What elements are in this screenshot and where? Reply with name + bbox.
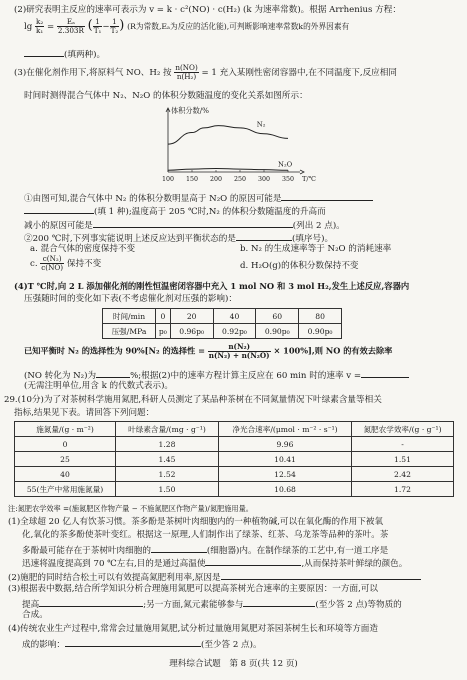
eq-frac-k: $\frac{\text{k₂}}{\text{k₁}}$ <box>35 17 44 35</box>
q29-p3c: 合成。 <box>22 610 48 620</box>
q3-sub1-line1: ①由图可知,混合气体中 N₂ 的体积分数明显高于 N₂O 的原因可能是 <box>24 190 373 206</box>
x-tick-label: 100 <box>161 176 175 183</box>
nitrogen-table-row: 25 1.45 10.41 1.51 <box>15 452 454 467</box>
q4-line3: 已知平衡时 N₂ 的选择性为 90%[N₂ 的选择性 = $\frac{\text{n(N₂)}}{\text{n(N₂) + n(N₂O)}}$ × 100%],则 NO 的有效去除率 <box>24 342 393 360</box>
q29-p1: (1)全球超 20 亿人有饮茶习惯。茶多酚是茶树叶肉细胞内的一种植物碱,可以在氧化酶的作用下被氧 <box>8 517 384 527</box>
q2-line1: (2)研究表明主反应的速率可表示为 v = k · c²(NO) · c(H₂) (k 为速率常数)。根据 Arrhenius 方程： <box>14 5 401 15</box>
q29-p3b: 提高 ;另一方面,氮元素能够参与 (至少答 2 点)等物质的 <box>22 596 402 612</box>
eq-rest: (R为常数,Eₐ为反应的活化能),可判断影响速率常数k的外界因素有 <box>127 22 350 31</box>
x-tick-label: 200 <box>209 176 223 183</box>
q3-sub1-line3: 减小的原因可能是 (列出 2 点)。 <box>24 217 345 233</box>
pressure-table-header: 时间/min 0 20 40 60 80 <box>103 309 342 324</box>
series-label: N₂O <box>278 160 293 169</box>
series-line-n2o <box>168 169 288 171</box>
q3-option-a: a. 混合气体的密度保持不变 <box>30 244 136 254</box>
y-axis-label: 体积分数/% <box>171 106 210 115</box>
page-footer: 理科综合试题 第 8 页(共 12 页) <box>169 659 298 669</box>
q3-option-d: d. H₂O(g)的体积分数保持不变 <box>240 261 359 271</box>
series-label: N₂ <box>256 120 266 129</box>
q29-p3: (3)根据表中数据,结合所学知识分析合理施用氮肥可以提高茶树光合速率的主要原因：一方面,可以 <box>8 584 378 594</box>
q3-sub2: ②200 ℃时,下列事实能说明上述反应达到平衡状态的是 (填序号)。 <box>24 230 333 246</box>
q29-p4: (4)传统农业生产过程中,常常会过量施用氮肥,试分析过量施用氮肥对茶园茶树生长和环境等方面造 <box>8 624 378 634</box>
q29-note: 注:氮肥农学效率 =(施氮肥区作物产量 − 不施氮肥区作物产量)/氮肥施用量。 <box>8 504 253 513</box>
q3-option-c: c. $\frac{\text{c(N₂)}}{c(NO)}$ 保持不变 <box>30 254 102 272</box>
pressure-table-row: 压强/MPa p₀ 0.96p₀ 0.92p₀ 0.90p₀ 0.90p₀ <box>103 324 342 339</box>
q4-line2: 压强随时间的变化如下表(不考虑催化剂对压强的影响)： <box>24 294 237 304</box>
q2-arrhenius-equation: lg $\frac{\text{k₂}}{\text{k₁}}$ = $\frac{\text{Eₐ}}{2.303R}$ ( $\frac{1}{\text{T₁}}$ − $\frac{1}{\text{T₂}}$ ) (R为常数,Eₐ为反应的活化能),可判断影响速率常数k的外界因素有 <box>24 17 350 35</box>
q29-p4b: 成的影响： (至少答 2 点)。 <box>22 636 262 652</box>
eq-frac-ea: $\frac{\text{Eₐ}}{2.303R}$ <box>57 17 84 35</box>
q2-blank <box>24 46 64 57</box>
q3-line1: (3)在催化剂作用下,将原料气 NO、H₂ 按 $\frac{n(NO)}{\text{n(H₂)}}$ = 1 充入某刚性密闭容器中,在不同温度下,反应相同 <box>14 63 397 81</box>
pressure-table <box>102 308 342 339</box>
eq-lg: lg <box>24 22 33 32</box>
q29-p1b: 化,氧化的茶多酚使茶叶变红。根据这一原理,人们制作出了绿茶、红茶、乌龙茶等品种的茶叶。茶 <box>22 530 389 540</box>
x-tick-label: 300 <box>257 176 271 183</box>
nitrogen-table <box>14 421 454 497</box>
n2-n2o-volume-fraction-chart <box>128 104 328 188</box>
nitrogen-table-header: 施氮量/(g · m⁻²) 叶绿素含量/(mg · g⁻¹) 净光合速率/(μmol · m⁻² · s⁻¹) 氮肥农学效率/(g · g⁻¹) <box>15 422 454 437</box>
q3-sub1-line2: (填 1 种);温度高于 205 ℃时,N₂ 的体积分数随温度的升高而 <box>24 203 326 219</box>
q3-line2: 时间时测得混合气体中 N₂、N₂O 的体积分数随温度的变化关系如图所示： <box>24 91 308 101</box>
nitrogen-table-row: 55(生产中常用施氮量) 1.50 10.68 1.72 <box>15 482 454 497</box>
q29-p1d: 迅速将温度提高到 70 ℃左右,目的是通过高温使 ,从而保持茶叶鲜绿的颜色。 <box>22 555 407 571</box>
q29-p1c: 多酚最可能存在于茶树叶肉细胞的 (细胞器)内。在制作绿茶的工艺中,有一道工序是 <box>22 542 388 558</box>
x-axis-label: T/℃ <box>302 175 316 183</box>
q29-p2: (2)施肥的同时结合松土可以有效提高氮肥利用率,原因是 <box>8 569 421 585</box>
q29-line1: 29.(10分)为了对茶树科学施用氮肥,科研人员测定了某品种茶树在不同氮量情况下叶绿素含量等相关 <box>4 395 382 405</box>
q29-line2: 指标,结果见下表。请回答下列问题： <box>14 408 155 418</box>
x-tick-label: 150 <box>185 176 199 183</box>
q4-line5: (无需注明单位,用含 k 的代数式表示)。 <box>24 381 174 391</box>
x-tick-label: 350 <box>281 176 295 183</box>
series-line-n2 <box>168 126 288 145</box>
q4-line4: (NO 转化为 N₂)为 %;根据(2)中的速率方程计算主反应在 60 min 时的速率 v = <box>24 367 409 383</box>
x-tick-label: 250 <box>233 176 247 183</box>
q2-line3: (填两种)。 <box>24 46 105 62</box>
nitrogen-table-row: 40 1.52 12.54 2.42 <box>15 467 454 482</box>
q3-option-b: b. N₂ 的生成速率等于 N₂O 的消耗速率 <box>240 244 392 254</box>
nitrogen-table-row: 0 1.28 9.96 - <box>15 437 454 452</box>
x-axis-arrow <box>300 170 304 174</box>
q4-line1: (4)T ℃时,向 2 L 添加催化剂的刚性恒温密闭容器中充入 1 mol NO 和 3 mol H₂,发生上述反应,容器内 <box>14 281 410 291</box>
